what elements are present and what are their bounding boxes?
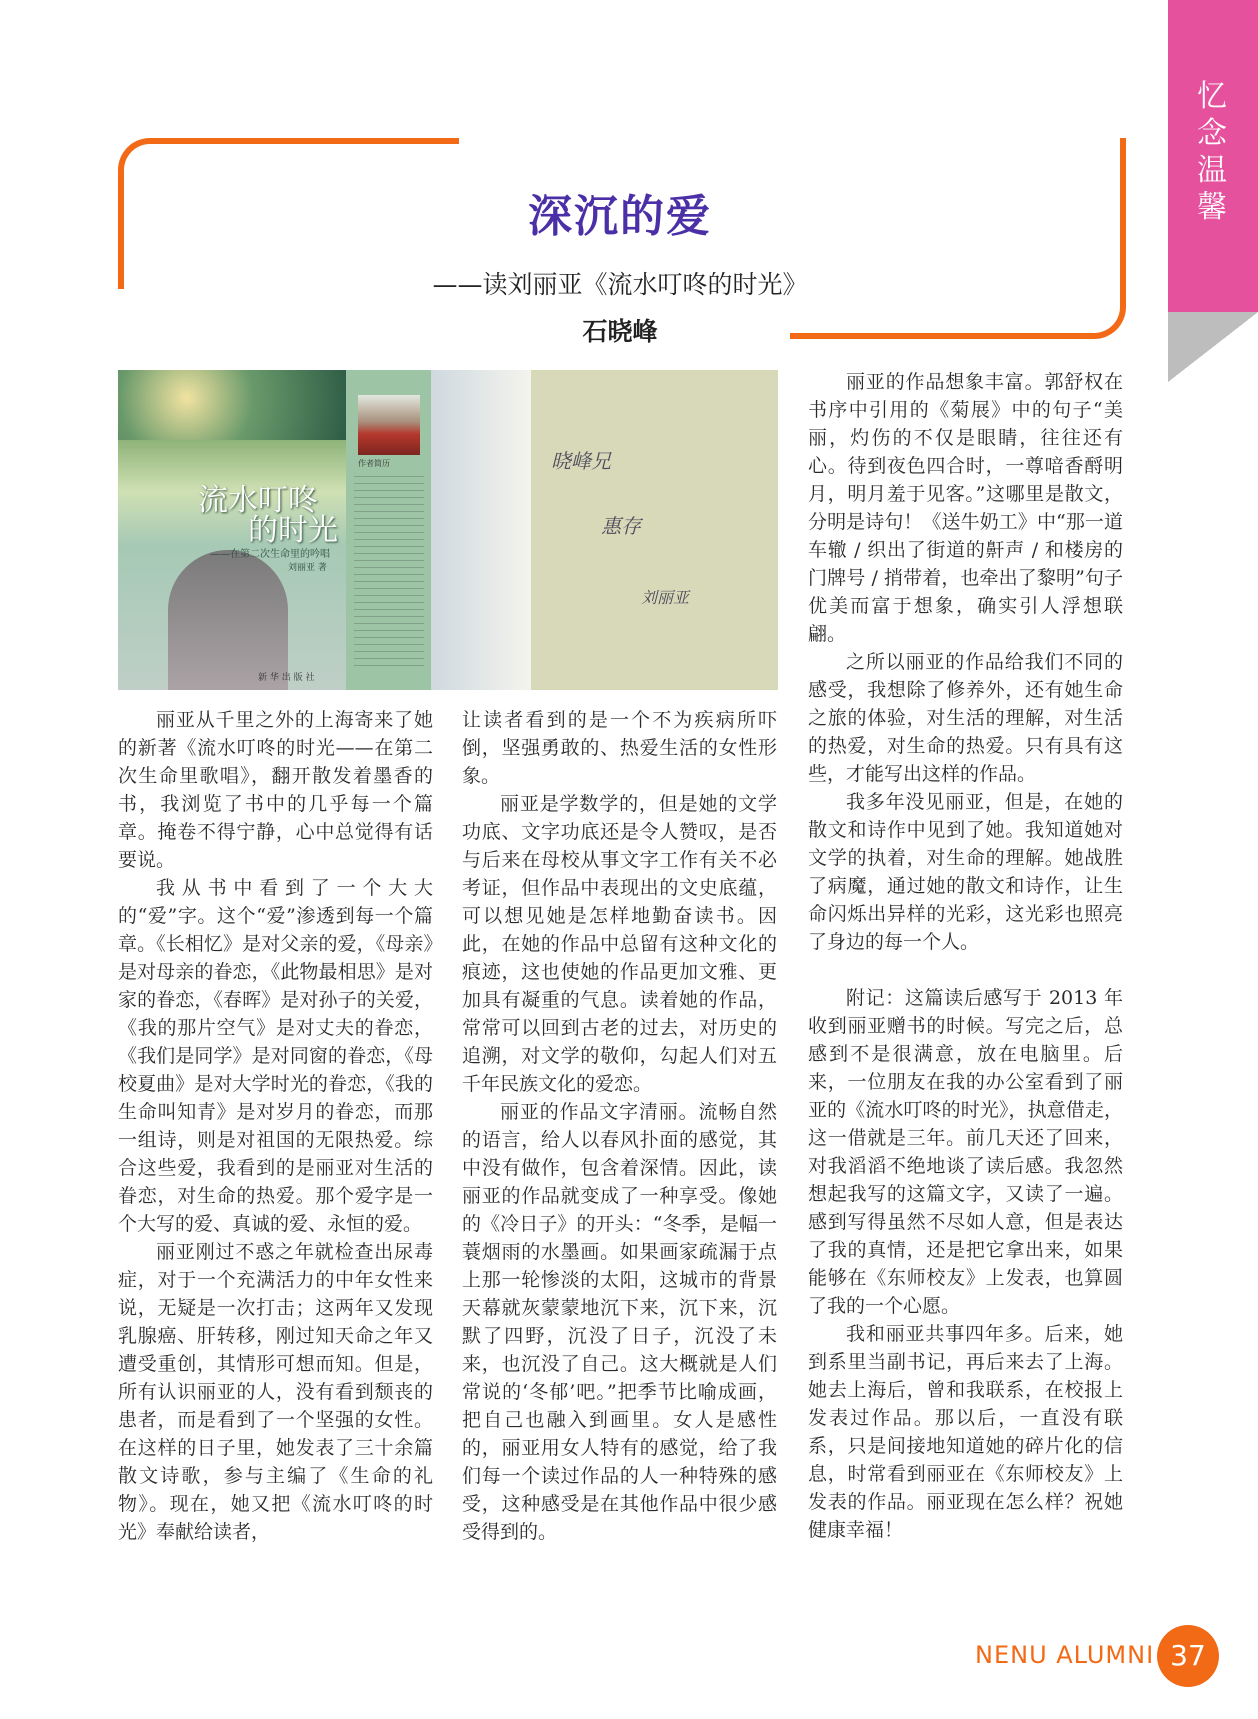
cover-title-line2: 的时光 (248, 513, 338, 548)
article-column-1 (118, 706, 433, 1546)
flap-text (354, 470, 424, 670)
paragraph: 丽亚的作品文字清丽。流畅自然的语言，给人以春风扑面的感觉，其中没有做作，包含着深情。因此，读丽亚的作品就变成了一种享受。像她的《冷日子》的开头：“冬季，是幅一蓑烟雨的水墨画。如果画家疏漏于点上那一轮惨淡的太阳，这城市的背景天幕就灰蒙蒙地沉下来，沉下来，沉默了四野，沉没了日子，沉没了未来，也沉没了自己。这大概就是人们常说的‘冬郁’吧。”把季节比喻成画，把自己也融入到画里。女人是感性的，丽亚用女人特有的感觉，给了我们每一个读过作品的人一种特殊的感受，这种感受是在其他作品中很少感受得到的。 (462, 1101, 777, 1543)
paragraph: 我多年没见丽亚，但是，在她的散文和诗作中见到了她。我知道她对文学的执着，对生命的理解。她战胜了病魔，通过她的散文和诗作，让生命闪烁出异样的光彩，这光彩也照亮了身边的每一个人。 (808, 791, 1123, 953)
section-label-char: 馨 (1197, 190, 1227, 225)
cover-publisher: 新 华 出 版 社 (258, 673, 315, 683)
paragraph: 丽亚刚过不惑之年就检查出尿毒症，对于一个充满活力的中年女性来说，无疑是一次打击；这两年又发现乳腺癌、肝转移，刚过知天命之年又遭受重创，其情形可想而知。但是，所有认识丽亚的人，没有看到颓丧的患者，而是看到了一个坚强的女性。在这样的日子里，她发表了三十余篇散文诗歌，参与主编了《生命的礼物》。现在，她又把《流水叮咚的时光》奉献给读者， (118, 1241, 433, 1543)
paragraph: 让读者看到的是一个不为疾病所吓倒，坚强勇敢的、热爱生活的女性形象。 (462, 709, 777, 787)
paragraph-gap (808, 956, 1123, 984)
magazine-brand: NENU ALUMNI (975, 1641, 1155, 1669)
page-number: 37 (1157, 1625, 1219, 1687)
book-page-right (531, 370, 778, 690)
cover-author: 刘丽亚 著 (288, 563, 327, 573)
droplets-image (118, 370, 346, 440)
cover-subtitle: ——在第二次生命里的吟唱 (210, 549, 330, 560)
paragraph: 丽亚是学数学的，但是她的文学功底、文字功底还是令人赞叹，是否与后来在母校从事文字工作有关不必考证，但作品中表现出的文史底蕴，可以想见她是怎样地勤奋读书。因此，在她的作品中总留有这种文化的痕迹，这也使她的作品更加文雅、更加具有凝重的气息。读着她的作品，常常可以回到古老的过去，对历史的追溯，对文学的敬仰，勾起人们对五千年民族文化的爱恋。 (462, 793, 777, 1095)
inscription-signature: 刘丽亚 (641, 588, 690, 607)
section-label-char: 忆 (1197, 79, 1227, 114)
flap-label: 作者简历 (358, 459, 390, 468)
book-photo (118, 370, 778, 690)
section-tab-shadow (1168, 312, 1258, 382)
article-column-2 (462, 706, 777, 1546)
inscription-line2: 惠存 (601, 514, 641, 538)
flap-photo (358, 395, 420, 455)
section-label-char: 念 (1197, 116, 1227, 151)
postscript-paragraph: 附记：这篇读后感写于 2013 年收到丽亚赠书的时候。写完之后，总感到不是很满意，放在电脑里。后来，一位朋友在我的办公室看到了丽亚的《流水叮咚的时光》，执意借走，这一借就是三年。前几天还了回来，对我滔滔不绝地谈了读后感。我忽然想起我写的这篇文字，又读了一遍。感到写得虽然不尽如人意，但是表达了我的真情，还是把它拿出来，如果能够在《东师校友》上发表，也算圆了我的一个心愿。 (808, 987, 1123, 1317)
article-author: 石晓峰 (582, 317, 658, 346)
book-page-left (431, 370, 531, 690)
paragraph: 我和丽亚共事四年多。后来，她到系里当副书记，再后来去了上海。她去上海后，曾和我联系，在校报上发表过作品。那以后，一直没有联系，只是间接地知道她的碎片化的信息，时常看到丽亚在《东师校友》上发表的作品。丽亚现在怎么样？祝她健康幸福！ (808, 1323, 1123, 1541)
inscription-line1: 晓峰兄 (551, 449, 611, 473)
book-cover (118, 370, 346, 690)
article-title: 深沉的爱 (528, 191, 712, 242)
cover-title: 流水叮咚 (198, 483, 318, 518)
article-subtitle: ——读刘丽亚《流水叮咚的时光》 (432, 270, 808, 299)
section-label (1192, 78, 1232, 226)
article-column-3 (808, 368, 1123, 1544)
book-flap (346, 370, 431, 690)
section-label-char: 温 (1197, 153, 1227, 188)
paragraph: 之所以丽亚的作品给我们不同的感受，我想除了修养外，还有她生命之旅的体验，对生活的理解，对生活的热爱，对生命的热爱。只有具有这些，才能写出这样的作品。 (808, 651, 1123, 785)
paragraph: 我从书中看到了一个大大的“爱”字。这个“爱”渗透到每一个篇章。《长相忆》是对父亲的爱，《母亲》是对母亲的眷恋，《此物最相思》是对家的眷恋，《春晖》是对孙子的关爱，《我的那片空气》是对丈夫的眷恋，《我们是同学》是对同窗的眷恋，《母校夏曲》是对大学时光的眷恋，《我的生命叫知青》是对岁月的眷恋，而那一组诗，则是对祖国的无限热爱。综合这些爱，我看到的是丽亚对生活的眷恋，对生命的热爱。那个爱字是一个大写的爱、真诚的爱、永恒的爱。 (118, 877, 433, 1235)
paragraph: 丽亚从千里之外的上海寄来了她的新著《流水叮咚的时光——在第二次生命里歌唱》，翻开散发着墨香的书，我浏览了书中的几乎每一个篇章。掩卷不得宁静，心中总觉得有话要说。 (118, 709, 433, 871)
paragraph: 丽亚的作品想象丰富。郭舒权在书序中引用的《菊展》中的句子“美丽，灼伤的不仅是眼睛，往往还有心。待到夜色四合时，一尊喑香酹明月，明月羞于见客。”这哪里是散文，分明是诗句！《送牛奶工》中“那一道车辙 / 织出了街道的鼾声 / 和楼房的门牌号 / 捎带着，也牵出了黎明”句子优美而富于想象，确实引人浮想联翩。 (808, 371, 1123, 645)
author-portrait (168, 550, 288, 690)
